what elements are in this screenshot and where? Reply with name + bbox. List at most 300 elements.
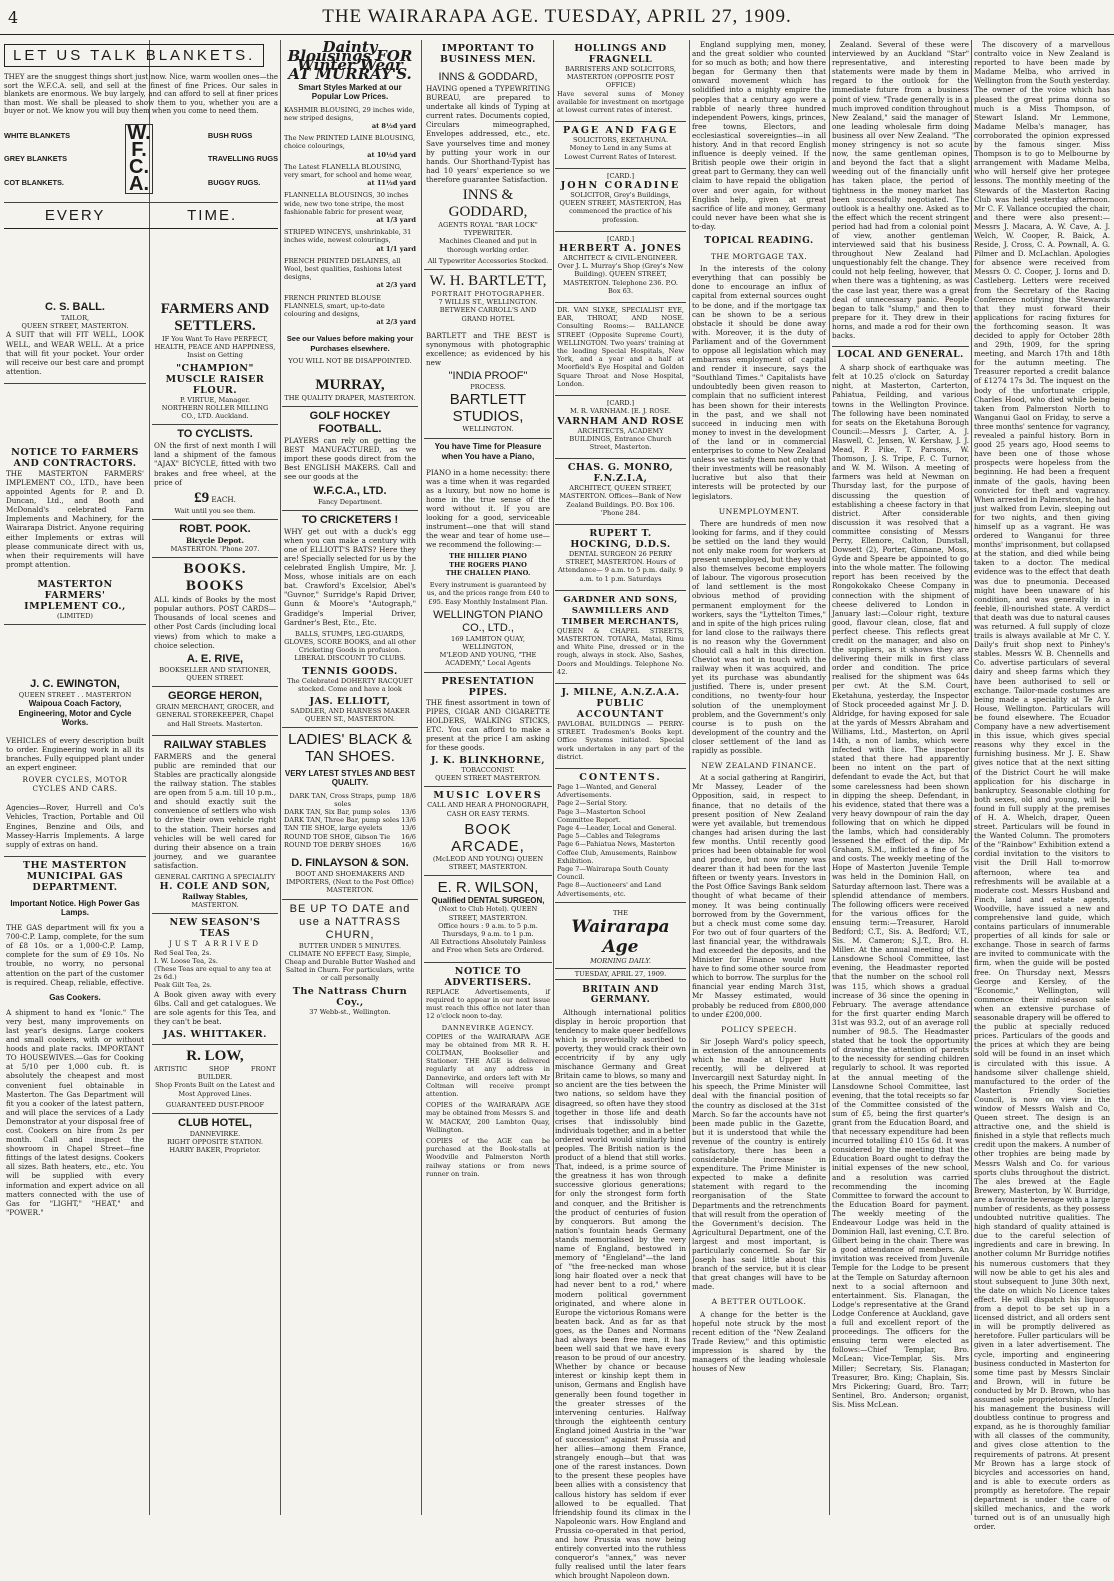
advert-address: QUEEN STREET MASTERTON.: [435, 774, 541, 783]
bartlett-advert: [424, 270, 552, 439]
advert-signoff: W.F.C.A., LTD.: [313, 484, 387, 497]
section-title: LOCAL AND GENERAL.: [832, 346, 969, 360]
card-label: [CARD.]: [606, 399, 635, 408]
blousing-item: [284, 134, 416, 159]
advert-body: COPIES of the WAIRARAPA AGE may be obtained from Messrs S. and W. MACKAY, 200 Lambton Quay, Wellington.: [426, 1101, 550, 1134]
shoe-price: 13/6: [401, 816, 416, 825]
masthead: [0, 0, 1114, 35]
advert-signoff: MASTERTON FARMERS' IMPLEMENT CO.,: [24, 578, 126, 612]
blousing-text: FRENCH PRINTED DELAINES, all Wool, best qualities, fashions latest designs,: [284, 256, 403, 282]
advert-address: (McLEOD AND YOUNG) QUEEN STREET, MASTERTON.: [432, 854, 544, 872]
advert-body: BARTLETT and THE BEST is synonymous with photographic excellence; as evidenced by his new: [426, 330, 550, 368]
jones-card: [555, 232, 686, 303]
advert-body: Shop Fronts Built on the Latest and Most Approved Lines.: [155, 1081, 275, 1098]
contents-item[interactable]: Page 5—Cables and Telegrams: [557, 832, 661, 841]
advert-title: RAILWAY STABLES: [163, 738, 267, 751]
advert-product: "INDIA PROOF": [448, 370, 528, 383]
advert-body: BALLS, STUMPS, LEG-GUARDS, GLOVES, SCORE BOOKS, and all other Cricketing Goods in profusion. LIBERAL DISCOUNT TO CLUBS.: [284, 629, 416, 663]
advert-body: QUEEN & CHAPEL STREETS, MASTERTON. TOTARA, Matai, Rimu and White Pine, dressed or in the rough, always in stock. Also, Sashes, Doors and Mouldings. Telephone No. 42.: [557, 626, 684, 676]
advert-title: FARMERS AND SETTLERS.: [160, 301, 270, 334]
advert-signoff: BARTLETT STUDIOS,: [449, 391, 527, 426]
column-3: [282, 40, 418, 1515]
banner-right: TIME.: [187, 206, 238, 224]
advert-sub: Gas Cookers.: [49, 992, 101, 1002]
gas-department-advert: [4, 857, 146, 1224]
advert-body: ARCHITECT, QUEEN STREET, MASTERTON. Offices—Bank of New Zealand Buildings. P.O. Box 106. 'Phone 284.: [559, 484, 682, 517]
advert-title: CLUB HOTEL,: [178, 1116, 252, 1129]
leader-body: Although international politics display in heroic proportion that tendency to make queer bedfellows which is proverbially ascribed to poverty, they would crack their own eccentricity if by any ugly mischance Germany and Great Britain came to blows, so many and so ancient are the ties between the two nations, so seldom have they disagreed, so often have they stood together in those life and death crises that indissolubly bind individuals together, and in a better ordered world would similarly bind peoples. The British nation is the product of a blend that still works. That, indeed, is a prime source of the greatness it has won through successive glorious generations; for only the strongest form forth and conquer, and the Britisher is the product of centuries of fusion by conquerors. But among the nation's fountain heads Germany stands memorialised by the very name of England, bestowed in memory of "Engleland"—the land of "the free-necked man whose long hair floated over a neck that had never bent to a rod," where modern political government originated, and where alone in Europe the victorious Romans were beaten back. And as far as that goes, as the Danes and Normans had always been free men, it has been well said that we have every reason to be proud of our ancestry. Whether by chance or because interest or kinship kept them in unison, Germans and English have generally been found together in the greater stresses of the intervening centuries. Halfway through the eighteenth century England joined Austria in the "war of succession" against Prussia and her allies—among them France, strangely enough—but that was one of the rarest instances. Down to the present these peoples have been allies with a consistency that callous history has seldom if ever allowed to be equalled. That friendship found its climax in the Napoleonic wars. How England and Prussia co-operated in that period, and how Prussia was now being entirely converted into the ruthless conqueror's "annex," was never fully realised until the later fears which brought Napoleon down.: [555, 1007, 686, 1581]
advert-address: BOOKSELLER AND STATIONER, QUEEN STREET.: [159, 665, 271, 682]
blankets-body: THEY are the snuggest things short just now. Nice, warm woollen ones—the sort the W.F.C.A. sell, and sell at the finest of fine Prices. Our sales in blankets are enormous. We buy largely, and can afford to sell at finer prices than most. We shall be pleased to show them to you, whether you are a buyer or not. We know you will buy them when you come to need them.: [4, 73, 278, 116]
advert-sub: (LIMITED): [57, 611, 93, 620]
advert-body: DR. VAN SLYKE, SPECIALIST EYE, EAR, THROAT, AND NOSE. Consulting Rooms:— BALLANCE STREET (Opposite Supreme Court), WELLINGTON. Two years' training at the leading Special Hospitals, New York, and a year and a half at Moorfield's Eye Hospital and Golden Square Throat and Nose Hospital, London.: [557, 306, 684, 388]
contents-item[interactable]: Page 6—Pahiatua News, Masterton Coffee Club, Amusements, Rainbow Exhibition.: [557, 840, 677, 865]
article-body: The discovery of a marvellous contralto voice in New Zealand is reported to have been made by Madame Melba, who arrived in Wellington from the South yesterday. The owner of the voice which has pleased the great prima donna so much is a Miss Thompson, of Stewart Island. Mr Lemmone, Madame Melba's manager, has corroborated the opinion expressed by the famous singer. Miss Thompson is to go to Melbourne by arrangement with Madame Melba, who will herself give her protegee lessons. The monthly meeting of the Stewards of the Masterton Racing Club was held yesterday afternoon. Mr C. F. Vallance occupied the chair, and there were also present:—Messrs J. Macara, A. W. Cave, A. J. Welch, W. Cooper, R. Baick, A. Reside, J. Cross, C. A. Pownall, A. G. Pilmer and D. McLachlan. Apologies for absence were received from Messrs O. C. Cooper, J. Iorns and D. Castleberg. Letters were received from the Secretary of the Racing Conference notifying the Stewards that they must forward their applications for racing fixtures for the forthcoming season. It was decided to apply for October 28th and 29th, 1909, for the spring meeting, and March 17th and 18th for the autumn meeting. The Treasurer reported a credit balance of £1274 17s 3d. The inquest on the body of the unfortunate cripple, Charles Hood, who died while being taken from Palmerston North to Wanganui Gaol on Friday, to serve a three months' sentence for vagrancy, revealed a painful history. Born in good 25 years ago, Hood seems to have been one of those whose prospects were hopeless from the beginning. He had been a frequent inmate of the gaols, having been convicted for theft and vagrancy. When arrested in Palmerston, he had just walked from Levin, sleeping out for two nights, and then giving himself up as a vagrant. He was ordered to Wanganui for three months' imprisonment, but collapsed at the station, and died while being taken to a doctor. The medical evidence was to the effect that death was due to pneumonia. Deceased might have been unaware of his condition, and was generally in a feeble, ill-nourished state. A verdict that death was due to natural causes was returned. A full supply of cloze trails is always available at Mr C. Y. Daily's fruit shop next to Pinhey's stables. Messrs W. B. Chennells and Co. advertise particulars of several dairy and sheep farms which they have been authorised to sell or exchange. Tailor-made costumes are being made a speciality at Te Aro House, Wellington. Particulars will be found elsewhere. The Ecuador Company have a new advertisement in this issue, which gives special reasons why they excel in the furnishing business. Mr J. E. Shaw gives notice that at the next sitting of the District Court he will make application for his discharge in bankruptcy. Seasonable clothing for both sexes, old and young, will be found in full supply at the premises of H. A. Whelch, draper, Queen street. Particulars will be found in the Wanted Column. The promoters of the "Rainbow" Exhibition extend a cordial invitation to the visitors to visit the Drill Hall to-morrow afternoon, where tea and refreshments will be available at a moderate cost. Messrs Husband and Finch, land and estate agents, Woodville, have issued a new and comprehensive land guide, which contains particulars of innumerable properties of all kinds for sale or exchange. Those in search of farms are invited to communicate with the firm, when the guide will be posted free. On Thursday next, Messrs George and Kersley, of the "Economic," Wellington, will commence their mid-season sale when an extensive purchase of seasonable drapery will be offered to the public at specially reduced prices. Particulars of the goods and the prices at which they are being sold will be found in an inset which is circulated with this issue. A handsome silver challenge shield, manufactured to the order of the Masterton Friendly Societies Council, is now on view in the window of Messrs Walsh and Co, Queen street. The design is an attractive one, and the shield is finished in a style that reflects much credit upon the makers. A number of other trophies are being made by Messrs Walsh and Co. for various sports clubs throughout the district. The ales brewed at the Eagle Brewery, Masterton, by W. Burridge, are a favourite beverage with a large number of residents, as they possess undoubted nutritive qualities. The high standard of quality attained is due to the careful selection of ingredients and care in brewing. In another column Mr Burridge notifies his numerous customers that they will now be able to get his ales and stout subsequent to June 30th next, the date on which No Licence takes effect. He will dispatch his liquors from a depot to be set up in a licensed district, and all orders sent in will be promptly delivered as heretofore. Fuller particulars will be given in a later advertisement. The cycle, importing and engineering business conducted in Masterton for some time past by Messrs Sinclair and Brown, will in future be conducted by Mr D. Brown, who has assumed sole proprietorship. Under his management the business will doubtless continue to progress and expand, as he is thoroughly familiar with all classes of the community, and gives close attention to the requirements of patrons. At present Mr Brown has a large stock of bicycles and accessories on hand, and is able to execute orders as promptly as heretofore. The repair department is under the care of skilled mechanics, and the work turned out is of an unusually high order.: [974, 40, 1110, 1532]
advert-body: IF You Want To Have PERFECT, HEALTH, PEACE AND HAPPINESS, Insist on Getting: [154, 335, 276, 360]
shoe-price: 18/6: [401, 791, 416, 800]
advert-sub: JUST ARRIVED: [169, 939, 261, 949]
piano-make: THE CHALLEN PIANO.: [445, 568, 531, 577]
piano-make: THE HILLIER PIANO: [449, 552, 527, 561]
card-label: [CARD.]: [606, 171, 635, 180]
article-body: In the interests of the colony everything that can possibly be done to encourage an influx of capital from external sources ought to be done, and if the mortgage tax can be shown to be a serious obstacle it should be done away with. Moreover, it is the duty of Parliament and of the Government to oppose all legislation which may embarrass employment of capital and render it insecure, says the "Southland Times." Capitalists have undoubtedly been given reason to complain that no sufficient interest has been shown for their interests in the past, and we shall not succeed in inducing men with money to invest in the development of the land or in commercial enterprises to come to New Zealand unless we satisfy them not only that their investments will be reasonably lucrative but also that their interests will be protected by our legislators.: [692, 264, 826, 501]
low-word: BUILDER.: [197, 1073, 233, 1082]
shoe-row: [284, 792, 416, 808]
blankets-item: WHITE BLANKETS: [4, 131, 71, 141]
advert-sub: TOBACCONIST.: [461, 766, 515, 775]
advert-body: Every instrument is guaranteed by us, and the prices range from £40 to £95. Easy Monthly Instalment Plan.: [426, 581, 550, 606]
nameplate-date: TUESDAY, APRIL 27, 1909.: [555, 968, 686, 980]
farmers-notice: [4, 444, 146, 625]
cyclists-advert: [152, 425, 278, 520]
column-rule: [553, 40, 554, 1515]
tea-item: I. W. Loose Tea, 2s.: [154, 956, 218, 965]
blousing-text: FRENCH PRINTED BLOUSE FLANNELS, smart, up-to-date colouring and designs,: [284, 293, 385, 319]
hocking-card: [555, 525, 686, 591]
advert-title: W. H. BARTLETT,: [429, 273, 547, 290]
advert-line: YOU WILL NOT BE DISAPPOINTED.: [288, 356, 412, 365]
rugs-item: BUGGY RUGS.: [207, 177, 261, 187]
advert-signoff: HARRY BAKER, Proprietor.: [169, 1146, 261, 1155]
shoe-row: [284, 816, 416, 824]
advert-body: A SUIT that will FIT WELL, LOOK WELL, and WEAR WELL. At a price that will fit your pocket. Your order will receive our best care and prompt attention.: [6, 330, 144, 376]
shoe-name: DARK TAN, Three Bar, pump soles: [284, 816, 400, 825]
hollings-card: [555, 40, 686, 122]
advert-body: A Book given away with every 6lbs. Call and get catalogues. We are sole agents for this Tea, and they can't be beat.: [154, 989, 276, 1026]
advert-address: 7 WILLIS ST., WELLINGTON.: [438, 298, 538, 307]
advert-body: GRAIN MERCHANT, GROCER, and GENERAL STOREKEEPER, Chapel and Hall Streets. Masterton.: [156, 703, 274, 728]
pook-advert: [152, 520, 278, 558]
advert-body: WHY get out with a duck's egg when you can make a century with one of ELLIOTT'S BATS? Here they are! Specially selected for us by the celebrated English Umpire, Mr. J. Moss, whose initials are on each bat. Crawford's Excelsior, Abel's "Guvnor," Surridge's Rapid Driver, Gunn & Moore's "Autograph," Gradidge's Imperial Driver, Gardner's Best, Etc., Etc.: [284, 526, 416, 627]
advert-address: DANNEVIRKE.: [189, 1129, 241, 1138]
article-title: NEW ZEALAND FINANCE.: [701, 761, 817, 771]
advert-title: IMPORTANT TO BUSINESS MEN.: [439, 43, 536, 65]
advert-sub: VERY LATEST STYLES AND BEST QUALITY.: [284, 769, 416, 788]
contents-item[interactable]: Page 8—Auctioneers' and Land Advertisements, etc.: [557, 881, 662, 898]
advert-signoff: D. FINLAYSON & SON.: [291, 856, 409, 869]
advert-sub: SOLICITORS, EKETAHUNA.: [572, 136, 669, 145]
tea-item: Red Seal Tea, 2s.: [154, 948, 212, 957]
low-word: ARTISTIC: [154, 1064, 188, 1073]
shoe-name: DARK TAN, Six Bar, pump soles: [284, 807, 390, 816]
leader-title: BRITAIN AND GERMANY.: [582, 985, 659, 1005]
advert-title: GEORGE HERON,: [167, 690, 263, 703]
blousing-text: KASHMIR BLOUSING, 29 inches wide, new striped designs,: [284, 105, 415, 122]
advert-title: NEW SEASON'S TEAS: [169, 917, 261, 940]
low-word: FRONT: [250, 1064, 276, 1073]
advert-body: ALL kinds of Books by the most popular authors. POST CARDS—Thousands of local scenes and other Post Cards (including local views) from which to make a choice selection.: [154, 595, 276, 650]
contents-title: CONTENTS.: [579, 771, 662, 783]
blousing-price: at 1/1 yard: [376, 244, 416, 253]
advert-signoff: H. COLE AND SON,: [159, 881, 271, 893]
pipes-advert: [424, 673, 552, 788]
advert-body: FARMERS and the general public are reminded that our Stables are practically alongside the railway station. The stables are open from 5 a.m. till 10 p.m., and should exactly suit the convenience of settlers who wish to drive their own vehicle right to the station. Their horses and vehicles will be well cared for during their absence on a train journey, and we guarantee satisfaction.: [154, 751, 276, 870]
advert-line: GUARANTEED DUST-PROOF: [165, 1100, 265, 1109]
phonograph-advert: [424, 787, 552, 876]
advert-address: WELLINGTON.: [462, 425, 514, 434]
typewriting-advert: [424, 40, 552, 270]
column-4: [424, 40, 552, 1515]
advert-sub: ARCHITECT & CIVIL-ENGINEER.: [563, 254, 678, 263]
advert-body: THE finest assortment in town of PIPES, CIGAR AND CIGARETTE HOLDERS, WALKING STICKS, ETC. You can afford to make a present at the price I am asking for these goods.: [426, 697, 550, 752]
logo-letter: C.: [129, 155, 150, 178]
churn-advert: [282, 900, 418, 1020]
advert-title: Dainty Blousings FOR Winter Wear AT MURRAY'S.: [287, 38, 413, 84]
nameplate-the: THE: [613, 908, 628, 917]
advert-price: £9: [194, 489, 210, 506]
advert-body: RIGHT OPPOSITE STATION.: [166, 1138, 263, 1147]
settlers-advert: [152, 298, 278, 425]
monro-card: [555, 459, 686, 525]
advert-line: AGENTS ROYAL "BAR LOCK" TYPEWRITER.: [438, 221, 538, 238]
logo-letter: F.: [131, 138, 147, 161]
advert-sub: Railway Stables,: [182, 892, 248, 902]
article-body: Sir Joseph Ward's policy speech, in extension of the announcements which he made at Upper Hutt recently, will be delivered at Invercargill next Saturday night. In his speech, the Prime Minister will deal with the financial position of the country as disclosed at the 31st March. So far the accounts have not been made public in the Gazette, but it is understood that while the revenue of the country is entirely satisfactory, there has been a considerable increase in expenditure. The Prime Minister is expected to make a definite statement with regard to the reorganisation of the State Departments and the retrenchments that will result from the operation of the Government's decision. The Agricultural Department, one of the largest and most important, is particularly concerned. So far Sir Joseph has said little about this branch of the service, but it is clear that great changes will have to be made.: [692, 1036, 826, 1292]
gardner-card: [555, 591, 686, 684]
advert-product: "CHAMPION" MUSCLE RAISER FLOUR.: [165, 362, 265, 396]
advert-unit: EACH.: [211, 494, 236, 504]
advert-body: Have several sums of Money available for investment on mortgage at lowest current rates of interest.: [557, 89, 684, 115]
advert-title: JOHN CORADINE: [560, 180, 681, 192]
shoe-name: ROUND TOE DERBY SHOES: [284, 840, 382, 849]
blousing-price: at 1/3 yard: [376, 216, 416, 224]
advert-body: The Celebrated DOHERTY RACQUET stocked. Come and have a look: [287, 676, 413, 693]
shoe-price: 16/6: [401, 832, 416, 841]
advert-title: C. S. BALL.: [45, 301, 105, 313]
advertisers-notice: [424, 963, 552, 1185]
advert-title: BOOKS. BOOKS: [183, 561, 247, 595]
advert-title: MUSIC LOVERS: [433, 790, 543, 802]
advert-body: Machines Cleaned and put in thorough working order.: [439, 237, 537, 254]
rugs-item: BUSH RUGS: [207, 131, 253, 141]
card-label: [CARD.]: [606, 234, 635, 243]
blankets-title: LET US TALK BLANKETS.: [4, 44, 264, 67]
blankets-grid: [4, 121, 278, 195]
advert-sub: PORTRAIT PHOTOGRAPHER.: [431, 290, 545, 299]
advert-title: CHAS. G. MONRO, F.N.Z.I.A,: [567, 462, 674, 485]
blousing-item: [284, 163, 416, 188]
paper-nameplate: [555, 909, 686, 981]
advert-title: TO CRICKETERS !: [301, 513, 399, 526]
teas-advert: [152, 914, 278, 1044]
advert-address: 37 Webb-st., Wellington.: [309, 1007, 391, 1016]
advert-title: BE UP TO DATE and use a NATTRASS CHURN,: [289, 902, 411, 941]
advert-title: LADIES' BLACK & TAN SHOES.: [288, 731, 412, 766]
contents-item[interactable]: Page 4—Leader, Local and General.: [557, 823, 677, 832]
column-2: [152, 298, 278, 1515]
advert-title: RUPERT T. HOCKING, D.D.S.: [570, 527, 671, 550]
blousing-text: FLANNELLA BLOUSINGS, 30 inches wide, new two tone stripe, the most fashionable fabric for present wear,: [284, 191, 409, 216]
advert-line: ROVER CYCLES, MOTOR CYCLES AND CARS.: [22, 775, 128, 794]
column-rule: [689, 40, 690, 1515]
advert-line: Wait until you see them.: [174, 506, 256, 515]
advert-line: M'LEOD AND YOUNG, "THE ACADEMY," Local Agents: [439, 651, 537, 668]
advert-body: REPLACE Advertisements, if required to appear in our next issue must reach this office not later than 12 o'clock noon to-day.: [426, 987, 550, 1021]
advert-address: BETWEEN CARROLL'S AND GRAND HOTEL: [439, 306, 537, 323]
advert-body: THE MASTERTON FARMERS' IMPLEMENT CO., LTD., have been appointed Agents for P. and D. Duncan, Ltd., and Booth and McDonald's celebrated Farm Implements and Machinery, for the Wairarapa District. Anyone requiring either Implements or extras will please communicate direct with us, when their requirements will have prompt attention.: [6, 468, 144, 569]
advert-sub: INNS & GODDARD,: [438, 71, 538, 83]
advert-address: THE QUALITY DRAPER, MASTERTON.: [284, 393, 416, 402]
rugs-item: TRAVELLING RUGS: [207, 154, 278, 164]
advert-address: 169 LAMBTON QUAY, WELLINGTON,: [451, 634, 525, 651]
advert-body: HAVING opened a TYPEWRITING BUREAU, are prepared to undertake all kinds of Typing at current rates. Documents copied, Circulars mimeographed, Envelopes addressed, etc., etc. Save yourselves time and money by putting your work in our hands. Our Shorthand-Typist has had 10 years' experience so we therefore guarantee Satisfaction.: [426, 84, 550, 184]
advert-signoff: A. E. RIVE,: [186, 652, 244, 665]
column-5: [555, 40, 686, 1581]
ewington-advert: [4, 675, 146, 857]
logo-letter: A.: [129, 172, 150, 195]
advert-signoff: BOOK ARCADE,: [451, 820, 525, 855]
advert-sub: DANNEVIRKE AGENCY.: [441, 1024, 535, 1033]
newspaper-title: THE WAIRARAPA AGE. TUESDAY, APRIL 27, 1909.: [322, 6, 792, 27]
advert-sub: Qualified DENTAL SURGEON,: [431, 896, 545, 906]
advert-title: ROBT. POOK.: [179, 522, 251, 535]
shoe-name: TAN TIE SHOE, large eyelets: [284, 824, 383, 833]
blousing-text: The Latest FLANELLA BLOUSING, very smart, for school and home wear,: [284, 162, 413, 179]
advert-signoff: J. K. BLINKHORNE,: [430, 755, 546, 767]
advert-line: GENERAL CARTING A SPECIALITY: [154, 872, 276, 881]
club-hotel-advert: [152, 1114, 278, 1159]
blousing-price: at 10½d yard: [367, 150, 416, 159]
advert-body: DENTAL SURGEON 26 PERRY STREET, MASTERTON. Hours of Attendance— 9 a.m. to 5 p.m. daily. 9 a.m. to 1 p.m. Saturdays: [558, 549, 683, 583]
books-advert: [152, 558, 278, 687]
column-1: [4, 298, 146, 1515]
blankets-item: GREY BLANKETS: [4, 154, 68, 164]
column-rule: [280, 40, 281, 1515]
coradine-card: [555, 169, 686, 232]
advert-line: See our Values before making your Purchases elsewhere.: [286, 334, 414, 353]
blousing-price: at 2/3 yard: [376, 318, 416, 327]
advert-sub: Fancy Department.: [317, 497, 383, 506]
dentist-advert: [424, 876, 552, 962]
advert-address: MASTERTON. 'Phone 207.: [170, 544, 260, 553]
advert-body: BUTTER UNDER 5 MINUTES. CLIMATE NO EFFECT Easy, Simple, Cheap and Durable Butter Washed and Salted in Churn. For particulars, write or call personally: [284, 941, 416, 983]
advert-address: QUEEN STREET, MASTERTON.: [21, 322, 129, 331]
advert-signoff: JAS. WHITTAKER.: [163, 1028, 267, 1040]
tea-item: Peak Gilt Tea, 2s.: [154, 981, 212, 990]
advert-title: NOTICE TO ADVERTISERS.: [444, 965, 532, 988]
column-rule: [971, 40, 972, 1515]
varnham-card: [555, 396, 686, 459]
column-8: [974, 40, 1110, 1532]
murray-blousings-advert: [282, 40, 418, 407]
contents-item[interactable]: Page 7—Wairarapa South County Council.: [557, 865, 669, 882]
low-advert: [152, 1045, 278, 1114]
article-body: Zealand. Several of these were interviewed by an Auckland "Star" representative, and interesting statements were made by them in regard to the outlook for the immediate future from a business point of view. "Trade generally is in a much improved condition throughout New Zealand," said the manager of one leading wholesale firm doing business all over New Zealand. "The money stringency is not so acute now, the same gentleman opines, and beyond the fact that a slight weeding out of the financially unfit has taken place, the period of tightness in the money market has been successfully negotiated. The outlook is a healthy one. Asked as to the effect which the recent stringent period had had from a colonial point of view, another gentleman interviewed said that his business throughout New Zealand had unquestionably felt the change. They could not help feeling, however, that when there was a tightening, as was the case last year, there was a great deal of unnecessary panic. People began to talk "slump," and then to prepare for it. They drew in their horns, and made a rod for their own backs.: [832, 40, 969, 340]
advert-signoff: P. VIRTUE, Manager.: [180, 395, 250, 404]
blousing-price: at 8½d yard: [371, 121, 416, 130]
column-6: [692, 40, 826, 1515]
shoe-price: 13/6: [401, 807, 416, 816]
milne-card: [555, 684, 686, 769]
blousing-item: [284, 106, 416, 131]
column-7: [832, 40, 969, 1515]
article-body: A change for the better is the hopeful note struck by the most recent edition of the "New Zealand Trade Review," and this optimistic impression is shared by the managers of the leading wholesale houses of New: [692, 1309, 826, 1374]
article-body: England supplying men, money, and the great soldier who counted for so much as both; and how there began for Germany then that onward movement which has solidified into a mighty empire the peoples that a century ago were a rabble of nearly three hundred independent Powers, kings, princes, free towns, Electors, and ecclesiastical sovereignties—in all history. And in that record English influence is deeply veined. If the British people owe their origin in great part to Germany, they can well claim to have repaid the obligation over and over again, for without English help, given at great sacrifice of life and money, Germany could never have been what she is to-day.: [692, 40, 826, 231]
piano-advert: [424, 439, 552, 673]
advert-signoff: MURRAY,: [315, 376, 385, 393]
shoe-row: [284, 808, 416, 816]
blousing-item: [284, 294, 416, 327]
advert-body: COPIES of the AGE can be purchased at the Book-stalls at Woodville and Palmerston North railway stations or from news runner on train.: [426, 1137, 550, 1178]
advert-title: NOTICE TO FARMERS AND CONTRACTORS.: [11, 446, 139, 469]
advert-sub: PUBLIC ACCOUNTANT: [576, 697, 665, 720]
column-rule: [829, 40, 830, 1515]
advert-title: HOLLINGS AND FRAGNELL: [574, 43, 667, 65]
advert-sub: TENNIS GOODS.: [302, 665, 398, 677]
advert-body: VEHICLES of every description built to order. Engineering work in all its branches. Fully equipped plant under an expert engineer.: [6, 735, 144, 773]
advert-body: Over J. L. Murray's Shop (Grey's New Building). QUEEN STREET, MASTERTON. Telephone 236. P.O. Box 63.: [557, 262, 684, 295]
blankets-right-list: [208, 124, 278, 194]
golf-advert: [282, 407, 418, 511]
article-title: UNEMPLOYMENT.: [718, 506, 800, 516]
advert-title: TO CYCLISTS.: [177, 428, 253, 441]
low-word: SHOP: [208, 1064, 230, 1073]
advert-sub: Waipoua Coach Factory, Engineering, Motor and Cycle Works.: [18, 699, 132, 728]
advert-title: R. LOW,: [186, 1047, 244, 1064]
stables-advert: [152, 736, 278, 915]
advert-body: ON the first of next month I will land a shipment of the famous "AJAX" BICYCLE, fitted with two brakes and free wheel, at the price of: [154, 441, 276, 487]
advert-body: THE GAS department will fix you a 700-C.P. Lamp, complete, for the sum of £8 10s. or a 1,000-C.P. Lamp, complete for the sum of £9 10s. No trouble, no worry, no personal attention on the part of the customer is required. Cheap, reliable, effective.: [6, 923, 144, 987]
advert-title: J. MILNE, A.N.Z.A.A.: [561, 686, 680, 698]
advert-signoff: The Nattrass Churn Coy.,: [292, 985, 408, 1008]
advert-sub: BARRISTERS AND SOLICITORS, MASTERTON (OPPOSITE POST OFFICE): [564, 65, 677, 90]
low-words: [154, 1065, 276, 1073]
advert-body: ARCHITECTS, ACADEMY BUILDINGS, Entrance Church Street, Masterton.: [569, 426, 672, 451]
shoe-row: [284, 824, 416, 832]
cricketers-advert: [282, 511, 418, 729]
shoe-price: 16/6: [401, 840, 416, 849]
advert-body: PIANO in a home necessity: there was a time when it was regarded as a luxury, but now no home is home in the true sense of the word without it. If you are looking for a good, serviceable instrument—one that will stand the wear and tear of home use—we recommend the following:—: [426, 467, 550, 550]
nameplate-sub: MORNING DAILY.: [590, 957, 651, 966]
advert-sub: M. R. VARNHAM. [E. J. ROSE.: [569, 407, 672, 416]
shoe-row: [284, 833, 416, 841]
blousing-item: [284, 228, 416, 253]
advert-body: All Extractions Absolutely Painless and Free when Sets are Ordered.: [430, 938, 546, 955]
advert-body: SOLICITOR, Grey's Buildings, QUEEN STREET, MASTERTON, Has commenced the practice of his profession.: [559, 191, 682, 224]
advert-company: NORTHERN ROLLER MILLING CO., LTD. Auckland.: [161, 403, 269, 421]
advert-body: PLAYERS can rely on getting the BEST MANUFACTURED, as we import these goods direct from the Best ENGLISH MAKERS. Call and see our goods at the: [284, 436, 416, 482]
advert-address: SADDLER, AND HARNESS MAKER QUEEN ST., MASTERTON.: [290, 706, 410, 724]
advert-sub: Smart Styles Marked at our Popular Low Prices.: [298, 83, 402, 102]
heron-advert: [152, 687, 278, 736]
advert-address: BOOT AND SHOEMAKERS AND IMPORTERS, (Next to the Post Office) MASTERTON.: [286, 869, 414, 895]
blankets-item: COT BLANKETS.: [4, 177, 64, 187]
shoe-row: [284, 841, 416, 849]
blousing-text: STRIPED WINCEYS, unshrinkable, 31 inches wide, newest colourings,: [284, 228, 412, 245]
advert-line: All Typewriter Accessories Stocked.: [427, 256, 549, 265]
nameplate-title: Wairarapa Age: [571, 917, 670, 958]
contents-item[interactable]: Page 3—Masterton School Committee Report.: [557, 807, 646, 824]
advert-title: You have Time for Pleasure when You have a Piano,: [434, 441, 542, 461]
advert-address: QUEEN STREET . . MASTERTON: [18, 691, 132, 700]
column-rule: [149, 40, 150, 1515]
logo-letter: W.: [127, 121, 151, 144]
advert-title: VARNHAM AND ROSE: [557, 415, 684, 427]
advert-body: Agencies—Rover, Hurrell and Co's Vehicles, Traction, Portable and Oil Engines, Benzine and Oils, and Massey-Harris Implements. A large supply of extras on hand.: [6, 803, 144, 849]
page-number: 4: [8, 8, 19, 27]
ball-advert: [4, 298, 146, 384]
shoe-name: ROUND TOE SHOE, Gibson Tie: [284, 832, 391, 841]
advert-body: PAVLOBAL BUILDINGS — PERRY-STREET. Tradesmen's Books kept. Office Systems initiated. Special work undertaken in any part of the district.: [557, 719, 684, 761]
van-slyke-card: [555, 303, 686, 396]
blousing-text: The New PRINTED LAINE BLOUSING, choice colourings,: [284, 134, 416, 151]
advert-title: J. C. EWINGTON,: [30, 678, 120, 691]
shoe-name: DARK TAN, Cross Straps, pump soles: [289, 791, 396, 808]
shoe-price: 13/6: [401, 824, 416, 833]
blankets-left-list: [4, 124, 70, 194]
every-time-banner: [4, 202, 278, 229]
advert-title: GOLF HOCKEY FOOTBALL.: [309, 410, 391, 436]
advert-body: A shipment to hand ex "Ionic." The very best, many improvements on last year's designs. Large cookers and small cookers, with or without hoods and plate racks. IMPORTANT TO HOUSEWIVES.—Gas for Cooking at 5/10 per 1,000 cub. ft. is absolutely the cheapest and most convenient fuel obtainable in Masterton. The Gas Department will fit you a cooker of the latest pattern, and will place the services of a Lady Demonstrator at your disposal free of cost. Cookers on hire from 2s per month. Call and inspect the showroom in Chapel Street—fine fittings of the latest designs. Cookers all sizes. Bath heaters, etc., etc. You will be supplied with every information and expert advice on all matters connected with the use of Gas for "LIGHT," "HEAT," and "POWER.": [6, 1007, 144, 1217]
advert-signoff: WELLINGTON PIANO CO., LTD.,: [433, 608, 543, 634]
advert-title: GARDNER AND SONS, SAWMILLERS AND TIMBER MERCHANTS,: [561, 593, 680, 626]
ladies-shoes-advert: [282, 728, 418, 899]
advert-title: HERBERT A. JONES: [558, 243, 683, 255]
advert-sub: TAILOR,: [60, 314, 90, 322]
blousing-price: at 2/3 yard: [376, 281, 416, 290]
section-title: TOPICAL READING.: [704, 235, 814, 246]
blousing-item: [284, 191, 416, 224]
contents-item[interactable]: Page 1—Wanted, and General Advertisements.: [557, 782, 657, 800]
advert-sub: Bicycle Depot.: [186, 535, 244, 545]
advert-address: (Next to Club Hotel). QUEEN STREET, MASTERTON.: [438, 905, 538, 922]
tea-item: (These Teas are equal to any tea at 2s 6d.): [154, 964, 272, 982]
contents-item[interactable]: Page 2—Serial Story.: [557, 799, 628, 808]
blousing-price: at 11½d yard: [367, 179, 416, 188]
contents-list: [557, 783, 684, 898]
advert-body: CALL AND HEAR A PHONOGRAPH, CASH OR EASY TERMS.: [427, 801, 549, 818]
advert-body: COPIES of the WAIRARAPA AGE may be obtained from MR R. H. COLTMAN, Bookseller and Stationer. THE AGE is delivered regularly at any address in Dannevirke, and orders left with Mr Coltman will receive prompt attention.: [426, 1032, 550, 1099]
advert-title: PAGE AND FAGE: [563, 125, 678, 137]
article-title: A BETTER OUTLOOK.: [711, 1297, 807, 1307]
blankets-advert: [4, 42, 278, 233]
advert-title: THE MASTERTON MUNICIPAL GAS DEPARTMENT.: [23, 859, 127, 893]
contents-box: [555, 769, 686, 903]
advert-title: E. R. WILSON,: [437, 879, 539, 897]
article-title: THE MORTGAGE TAX.: [710, 252, 808, 262]
page-fage-card: [555, 122, 686, 169]
advert-title: PRESENTATION PIPES.: [441, 675, 535, 698]
advert-line: Office hours : 9 a.m. to 5 p.m. Thursdays, 9 a.m. to 1 p.m.: [438, 921, 538, 938]
article-body: A sharp shock of earthquake was felt at 10.25 o'clock on Saturday night, at Masterton, Carterton, Pahiatua, Feilding, and various towns in the Wellington Province. The following have been nominated for seats on the Eketahuna Borough Council:—Messrs J. Carter, A. J. Haswell, C. Jensen, W. Kershaw, J. J. Mead, P. Pike, T. Parsons, W. Thomson, J. S. Tripe, F. C. Turnor, and W. M. Wilson. A meeting of farmers was held at Newman on Thursday last, for the purpose of discussing the question of establishing a cheese factory in that district. After considerable discussion it was resolved that a committee consisting of Messrs Perry, Ellenore, Calton, Dunstall, Dowsett (2), Porter, Ginnane, Moss, Gyde and Speare be appointed to go into the whole matter. The following report has been received by the Rongokokako Cheese Company in connection with the shipment of cheese delivered to London in January last:—Colour right, texture good, flavour clean, close, flat and perfect cheese. This reflects great credit on the manager, and also on the suppliers, as it shows they are delivering their milk in first class order and condition. The price realised for the shipment was 64s per cwt. At the S.M. Court, Eketahuna, yesterday, the Inspector of Stock proceeded against Mr J. D. Aldridge, for having exposed for sale at the yards of Messrs Abraham and Williams, Ltd., Masterton, on April 14th, a non of lambs, which were infected with lice. The inspector stated that there had apparently been no intent on the part of defendant to evade the Act, but that some carelessness had been shown in dipping the sheep. Defendant, in his evidence, stated that there was a very heavy downpour of rain the day following that on which he dipped the lambs, which had considerably lessened the effect of the dip. Mr Graham, S.M., inflicted a fine of 5s and costs. The weekly meeting of the Hope of Masterton Juvenile Temple was held in the Dominion Hall, on Saturday afternoon last. There was a splendid attendance of members. The following officers were received for the various offices for the ensuing term:—Treasurer, Harold Bedford; C.T., Sis. A. Bedford; V.T., Sis. M. Cameron; S.J.T., Bro. H. Miller. At the annual meeting of the Lansdowne School Committee, last evening, the Headmaster reported that the number on the school roll was 115, which shows a gradual increase of 36 since the opening in February. The average attendance for the first quarter ending March 31st was 93.2, out of an average roll number of 98.5. The Headmaster stated that he took the opportunity of drawing the attention of parents to the necessity for sending children regularly to school. It was reported at the annual meeting of the Lansdowne School Committee, last evening, that the total receipts so far of the Committee consisted of the sum of £5, being the first quarter's grant from the Education Board, and that necessary expenditure had been incurred totalling £10 15s 6d. It was considered by the meeting that the Education Board ought to defray the initial expenses of the new school, and a resolution was carried recommending the incoming Committee to forward the account to the Education Board for payment. The weekly meeting of the Endeavour Lodge was held in the Dominion Hall, last evening, C.T. Bro. Gilbert being in the chair. There was a good attendance of members. An invitation was received from Juvenile Temple for the Lodge to be present at the Temple on Saturday afternoon next to a social afternoon and entertainment. Sis. Flanagan, the Lodge's representative at the Grand Lodge Conference at Auckland, gave a full and excellent report of the proceedings. The officers for the ensuing term were elected as follows:—Chief Templar, Bro. McLean; Vice-Templar, Sis. Mrs Miller; Secretary, Sis. Flanagan; Treasurer, Bro. King; Chaplain, Sis. Mrs Pickering; Guard, Bro. Tarr; Sentinel, Bro. Anderson; organist, Sis. Miss McLean.: [832, 363, 969, 1409]
advert-address: MASTERTON.: [191, 901, 239, 910]
piano-make: THE ROGERS PIANO: [449, 560, 527, 569]
advert-line: PROCESS.: [470, 383, 506, 392]
advert-signoff: INNS & GODDARD,: [448, 187, 528, 221]
article-body: At a social gathering at Rangiriri, Mr Massey, Leader of the Opposition, said, in respect to finance, that no details of the present position of New Zealand were yet available, but tremendous changes had arisen during the last few months. Until recently good prices had been obtainable for wool and produce, but now money was dearer than it had been for the last fifteen or twenty years. Investors in the Post Office Savings Bank seldom thought of what became of their money. It was being continually borrowed from by the Government, but a check must come some day. For two out of four quarters of the last financial year, the withdrawals had exceeded the deposits, and the Minister for Finance would now have to find some other source from which to borrow. The surplus for the financial year ending March 31st, Mr Massey estimated, would probably be reduced from £800,000 to under £200,000.: [692, 773, 826, 1019]
article-title: POLICY SPEECH.: [721, 1024, 797, 1034]
banner-left: EVERY: [44, 206, 106, 224]
